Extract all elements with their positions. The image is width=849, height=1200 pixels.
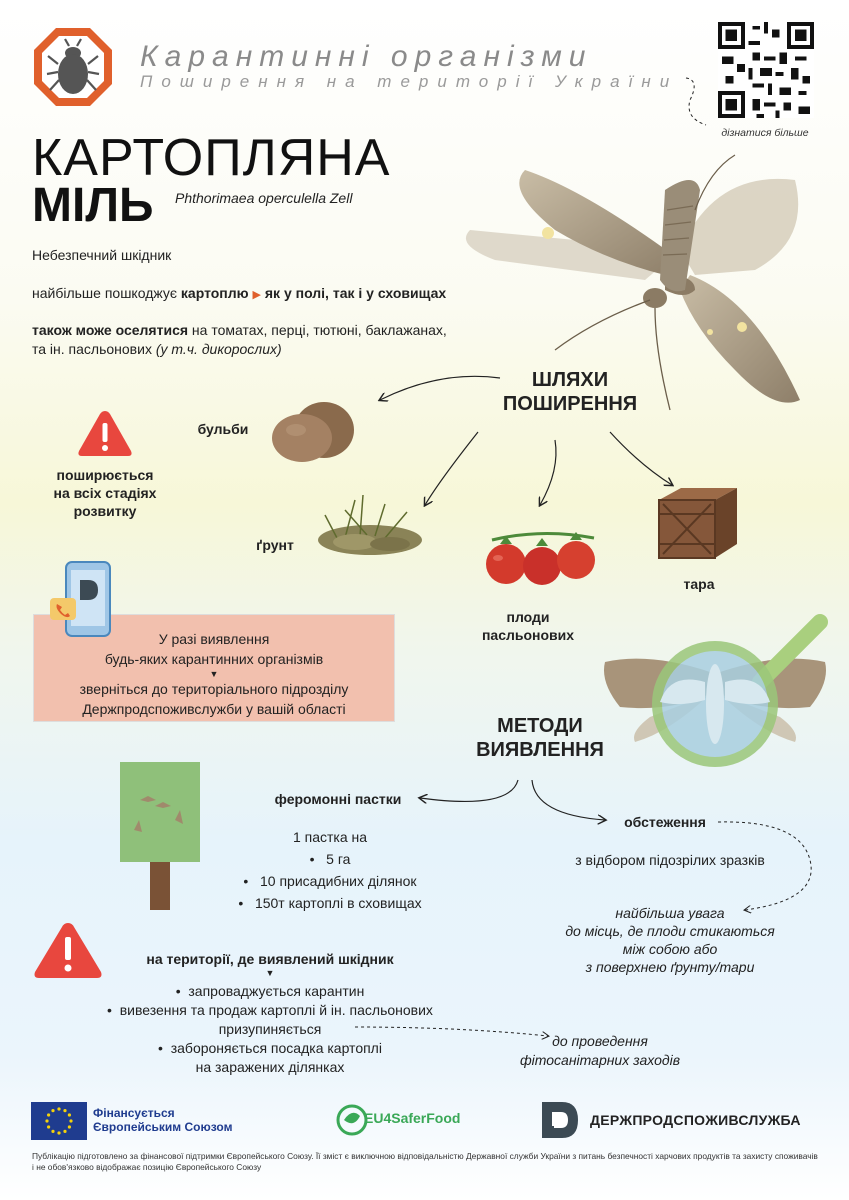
dps-label: ДЕРЖПРОДСПОЖИВСЛУЖБА bbox=[590, 1112, 801, 1128]
contact-line3: зверніться до територіального підрозділу bbox=[79, 681, 349, 697]
page-title-line1: КАРТОПЛЯНА bbox=[32, 129, 391, 187]
also-prefix: також може оселятися bbox=[32, 322, 189, 338]
territory-item-3-text-a: забороняється посадка картоплі bbox=[170, 1040, 382, 1056]
until-line1: до проведення bbox=[552, 1033, 648, 1049]
warning-triangle-icon bbox=[32, 920, 104, 980]
territory-label bbox=[120, 950, 420, 978]
attention-note bbox=[520, 904, 820, 976]
fruits-line2: пасльонових bbox=[481, 627, 575, 643]
eu-funding-text bbox=[93, 1106, 232, 1134]
fruits-line1: плоди bbox=[506, 609, 550, 625]
trap-item-3-text: 150т картоплі в сховищах bbox=[254, 895, 422, 911]
damages-where: як у полі, так і у сховищах bbox=[264, 285, 447, 301]
orange-triangle-icon: ▶ bbox=[252, 289, 261, 301]
stages-line3: розвитку bbox=[73, 503, 137, 519]
trap-item-3: • 150т картоплі в сховищах bbox=[238, 895, 422, 911]
eu-funding-line2: Європейським Союзом bbox=[93, 1120, 233, 1134]
wooden-crate-image bbox=[655, 482, 741, 562]
page-title-line2: МІЛЬ bbox=[32, 179, 154, 232]
attention-line4: з поверхнею ґрунту/тари bbox=[585, 959, 755, 975]
methods-title-line1: МЕТОДИ bbox=[497, 715, 583, 737]
down-triangle-icon: ▼ bbox=[209, 669, 219, 679]
until-note bbox=[500, 1032, 700, 1070]
magnifier-moth-image bbox=[600, 612, 830, 778]
trap-item-1: • 5 га bbox=[309, 851, 351, 867]
attention-line1: найбільша увага bbox=[615, 905, 725, 921]
contact-line1: У разі виявлення bbox=[158, 631, 270, 647]
disclaimer: Публікацію підготовлено за фінансової підтримки Європейського Союзу. Її зміст є виключною відповідальністю Державної служби України з питань безпечності харчових продуктів та захисту споживачів і не обов'язково відображає позицію Європейського Союзу bbox=[32, 1151, 818, 1172]
eu-funding-line1: Фінансується bbox=[93, 1106, 175, 1120]
damages-crop: картоплю bbox=[180, 285, 249, 301]
potato-tubers-image bbox=[266, 400, 360, 464]
damages-prefix: найбільше пошкоджує bbox=[32, 285, 178, 301]
attention-line2: до місць, де плоди стикаються bbox=[565, 923, 775, 939]
territory-item-3-text-b: на заражених ділянках bbox=[195, 1059, 345, 1075]
territory-item-2-text-b: призупиняється bbox=[218, 1021, 322, 1037]
trap-item-1-text: 5 га bbox=[326, 851, 351, 867]
survey-label: обстеження bbox=[624, 814, 706, 830]
spread-title-line2: ПОШИРЕННЯ bbox=[502, 393, 638, 415]
eu-flag-icon bbox=[31, 1102, 87, 1140]
attention-line3: між собою або bbox=[622, 941, 718, 957]
soil-image bbox=[315, 490, 425, 558]
territory-item-2-text-a: вивезення та продаж картоплі й ін. пасльонових bbox=[119, 1002, 433, 1018]
contact-line4: Держпродспоживслужби у вашій області bbox=[82, 701, 346, 717]
spread-title-line1: ШЛЯХИ bbox=[531, 369, 609, 391]
damages-text bbox=[32, 284, 446, 305]
stages-label bbox=[30, 466, 180, 520]
trap-info bbox=[190, 826, 470, 914]
phone-icon bbox=[48, 560, 114, 638]
stages-line2: на всіх стадіях bbox=[53, 485, 157, 501]
fruits-label bbox=[468, 608, 588, 644]
latin-name: Phthorimaea operculella Zell bbox=[175, 190, 353, 206]
spread-title bbox=[490, 368, 650, 416]
header-subtitle: Поширення на території України bbox=[140, 72, 679, 91]
beetle-octagon-logo-icon bbox=[32, 26, 114, 108]
also-text bbox=[32, 321, 452, 359]
methods-title-line2: ВИЯВЛЕННЯ bbox=[476, 739, 604, 761]
contact-line2: будь-яких карантинних організмів bbox=[104, 651, 324, 667]
tomatoes-image bbox=[482, 530, 600, 586]
tare-label: тара bbox=[683, 576, 715, 592]
territory-title: на території, де виявлений шкідник bbox=[146, 951, 394, 967]
territory-list bbox=[60, 982, 480, 1077]
tubers-label: бульби bbox=[197, 421, 249, 437]
dps-logo-icon bbox=[540, 1100, 580, 1140]
territory-item-2: • вивезення та продаж картоплі й ін. пасльонових bbox=[107, 1002, 433, 1018]
header-title: Карантинні організми bbox=[140, 40, 593, 73]
stages-line1: поширюється bbox=[56, 467, 154, 483]
survey-sub: з відбором підозрілих зразків bbox=[575, 852, 765, 868]
methods-title bbox=[450, 714, 630, 762]
territory-item-1-text: запроваджується карантин bbox=[188, 983, 365, 999]
eu4saferfood-logo bbox=[334, 1100, 494, 1140]
until-line2: фітосанітарних заходів bbox=[519, 1052, 681, 1068]
pheromone-traps-label: феромонні пастки bbox=[274, 791, 402, 807]
danger-text: Небезпечний шкідник bbox=[32, 247, 172, 263]
trap-rate: 1 пастка на bbox=[292, 829, 368, 845]
trap-item-2-text: 10 присадибних ділянок bbox=[260, 873, 417, 889]
territory-item-3: • забороняється посадка картоплі bbox=[158, 1040, 382, 1056]
qr-code-icon[interactable] bbox=[718, 22, 814, 118]
also-note: (у т.ч. дикорослих) bbox=[155, 341, 282, 357]
down-triangle-icon: ▼ bbox=[265, 968, 275, 978]
warning-triangle-icon bbox=[76, 408, 134, 458]
territory-item-1: • запроваджується карантин bbox=[175, 983, 365, 999]
trap-item-2: • 10 присадибних ділянок bbox=[243, 873, 417, 889]
eu4saferfood-label: EU4SaferFood bbox=[364, 1110, 461, 1126]
soil-label: ґрунт bbox=[256, 537, 294, 553]
also-hosts: на томатах, перці, тютюні, баклажанах, та ін. пасльонових bbox=[32, 322, 447, 357]
pheromone-trap-image bbox=[120, 762, 200, 910]
qr-caption: дізнатися більше bbox=[721, 127, 809, 139]
